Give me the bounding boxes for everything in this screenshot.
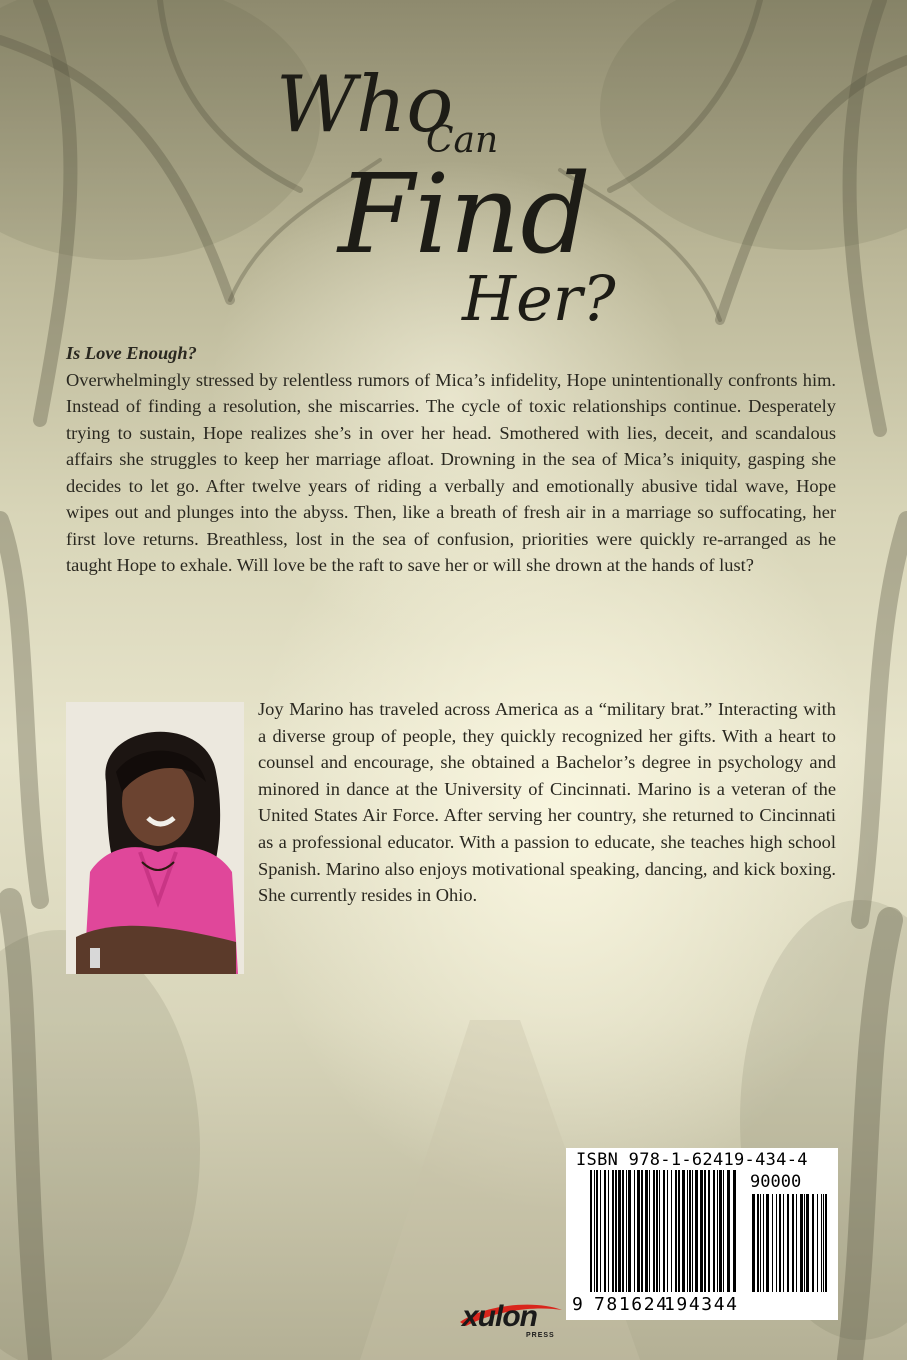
author-photo <box>66 702 244 974</box>
barcode-addon-bar <box>760 1194 761 1292</box>
barcode-bar <box>628 1170 631 1292</box>
barcode-bar <box>689 1170 691 1292</box>
title-word-her: Her? <box>462 262 616 335</box>
barcode-bar <box>600 1170 601 1292</box>
barcode-bar <box>604 1170 606 1292</box>
barcode-addon-bar <box>787 1194 789 1292</box>
barcode-bar <box>645 1170 648 1292</box>
publisher-name: xulon <box>462 1300 537 1333</box>
barcode-bar <box>708 1170 710 1292</box>
barcode-bar <box>622 1170 624 1292</box>
price-code: 90000 <box>750 1172 802 1192</box>
barcode-bar <box>634 1170 635 1292</box>
barcode-digits-right: 194344 <box>664 1294 739 1315</box>
barcode-bar <box>656 1170 658 1292</box>
barcode-bar <box>641 1170 643 1292</box>
title-word-can: Can <box>426 120 499 161</box>
barcode-addon-bar <box>752 1194 755 1292</box>
barcode-addon-bar <box>812 1194 814 1292</box>
barcode-addon-bar <box>776 1194 777 1292</box>
publisher-sub: PRESS <box>526 1332 555 1339</box>
barcode-bar <box>723 1170 724 1292</box>
barcode-addon-bar <box>779 1194 781 1292</box>
barcode-bar <box>678 1170 680 1292</box>
barcode-digit-first: 9 <box>572 1294 583 1315</box>
barcode-bar <box>608 1170 609 1292</box>
barcode-bar <box>667 1170 668 1292</box>
barcode-bar <box>615 1170 617 1292</box>
barcode-addon-bar <box>783 1194 784 1292</box>
barcode-bar <box>733 1170 736 1292</box>
barcode-addon-bar <box>821 1194 822 1292</box>
barcode-bar <box>649 1170 650 1292</box>
barcode-addon-bar <box>766 1194 769 1292</box>
barcode-digits-left: 781624 <box>594 1294 669 1315</box>
barcode-bar <box>590 1170 592 1292</box>
barcode-addon-bar <box>796 1194 797 1292</box>
barcode-bar <box>719 1170 722 1292</box>
blurb-heading: Is Love Enough? <box>66 343 197 363</box>
barcode-addon-bar <box>757 1194 759 1292</box>
barcode-bar <box>700 1170 703 1292</box>
barcode-bar <box>695 1170 698 1292</box>
barcode-bar <box>663 1170 665 1292</box>
author-bio: Joy Marino has traveled across America as a “military brat.” Interacting with a diverse group of people, they quickly recognized her gifts. With a heart to counsel and encourage, she obtained a Bachelor’s degree in psychology and minored in dance at the University of Cincinnati. Marino is a veteran of the United States Air Force. After serving her country, she returned to Cincinnati as a professional educator. With a passion to educate, she teaches high school Spanish. Marino also enjoys motivational speaking, dancing, and kick boxing. She currently resides in Ohio. <box>258 699 836 906</box>
barcode-addon-bar <box>823 1194 824 1292</box>
barcode-bar <box>596 1170 598 1292</box>
isbn-barcode <box>566 1148 838 1320</box>
barcode-bar <box>717 1170 718 1292</box>
title-word-find: Find <box>338 150 591 278</box>
barcode-addon-bar <box>772 1194 773 1292</box>
barcode-addon-bar <box>817 1194 818 1292</box>
barcode-addon-bar <box>763 1194 764 1292</box>
barcode-bar <box>671 1170 672 1292</box>
barcode-bar <box>612 1170 614 1292</box>
barcode-bar <box>653 1170 655 1292</box>
publisher-logo <box>456 1300 566 1340</box>
isbn-label: ISBN 978-1-62419-434-4 <box>576 1150 808 1170</box>
barcode-bar <box>692 1170 693 1292</box>
barcode-addon-bar <box>804 1194 805 1292</box>
barcode-bar <box>713 1170 715 1292</box>
barcode-addon-bar <box>825 1194 827 1292</box>
barcode-bar <box>682 1170 685 1292</box>
title-word-who: Who <box>276 60 454 150</box>
barcode-bar <box>727 1170 730 1292</box>
blurb-body: Overwhelmingly stressed by relentless rumors of Mica’s infidelity, Hope unintentionally confronts him. Instead of finding a resolution, she miscarries. The cycle of toxic relationships continue. Desperately trying to sustain, Hope realizes she’s in over her head. Smothered with lies, deceit, and scandalous affairs she struggles to keep her marriage afloat. Drowning in the sea of Mica’s iniquity, gasping she decides to let go. After twelve years of riding a verbally and emotionally abusive tidal wave, Hope wipes out and plunges into the abyss. Then, like a breath of fresh air in a marriage so suffocating, her first love returns. Breathless, lost in the sea of confusion, priorities were quickly re-arranged as he taught Hope to exhale. Will love be the raft to save her or will she drown at the hands of lust? <box>66 369 836 575</box>
barcode-bar <box>626 1170 627 1292</box>
blurb <box>66 340 836 579</box>
barcode-bar <box>659 1170 660 1292</box>
author-portrait-illustration <box>66 702 244 974</box>
barcode-bar <box>637 1170 640 1292</box>
barcode-bar <box>687 1170 688 1292</box>
barcode-addon-bar <box>806 1194 809 1292</box>
barcode-addon-bar <box>792 1194 794 1292</box>
barcode-bar <box>594 1170 595 1292</box>
barcode-bar <box>618 1170 621 1292</box>
barcode-bar <box>675 1170 677 1292</box>
barcode-addon-bar <box>800 1194 803 1292</box>
barcode-bar <box>704 1170 706 1292</box>
